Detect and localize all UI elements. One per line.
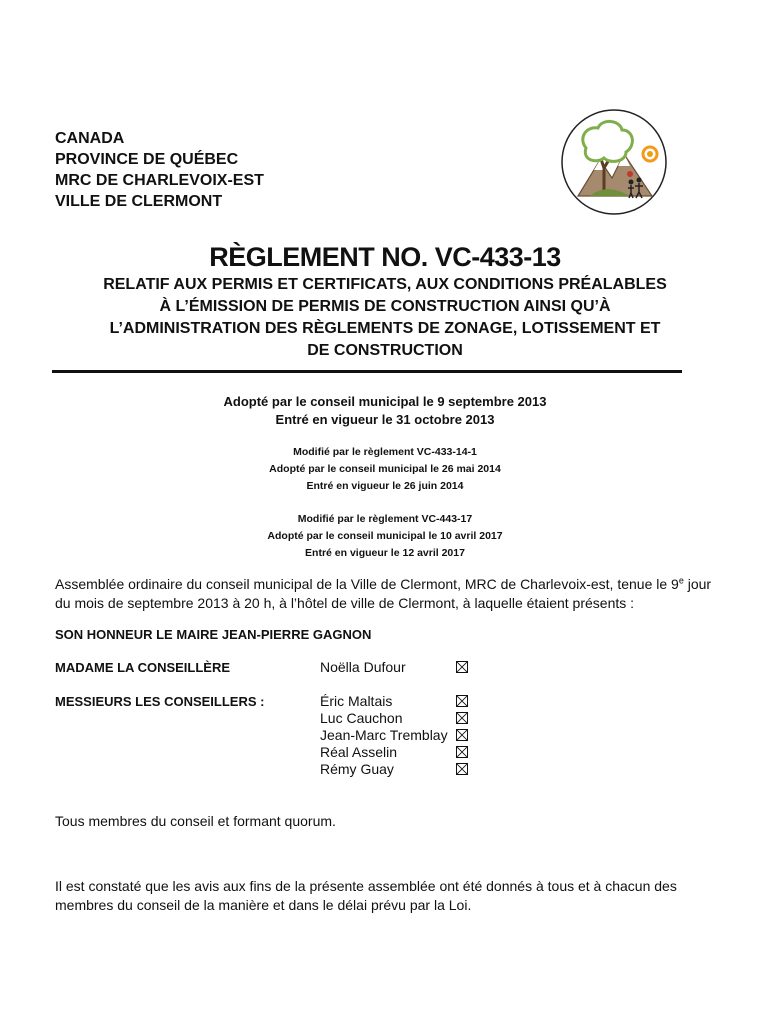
presence-checkbox[interactable] xyxy=(456,763,468,775)
quorum-statement: Tous membres du conseil et formant quorum. xyxy=(55,813,336,829)
councillor-names xyxy=(320,659,406,676)
councillor-name: Luc Cauchon xyxy=(320,710,403,726)
councillor-names xyxy=(320,693,448,778)
councillor-name: Noëlla Dufour xyxy=(320,659,406,675)
councillor-role-label: MESSIEURS LES CONSEILLERS : xyxy=(55,694,265,709)
mayor-line: SON HONNEUR LE MAIRE JEAN-PIERRE GAGNON xyxy=(55,627,372,642)
subtitle-line: RELATIF AUX PERMIS ET CERTIFICATS, AUX CONDITIONS PRÉALABLES xyxy=(103,276,667,293)
modification-in-force: Entré en vigueur le 12 avril 2017 xyxy=(305,547,465,559)
header-line-country: CANADA xyxy=(55,130,125,147)
councillor-name: Éric Maltais xyxy=(320,693,393,709)
assembly-text-cont: jour du mois de septembre 2013 à 20 h, à l’hôtel de ville de Clermont, à laquelle étaient présents : xyxy=(55,576,712,611)
clermont-seal-icon xyxy=(560,108,668,216)
subtitle-line: À L’ÉMISSION DE PERMIS DE CONSTRUCTION AINSI QU’À xyxy=(159,298,611,315)
presence-checkbox[interactable] xyxy=(456,661,468,673)
in-force-date: Entré en vigueur le 31 octobre 2013 xyxy=(275,412,495,427)
modification-in-force: Entré en vigueur le 26 juin 2014 xyxy=(306,480,464,492)
presence-checkbox[interactable] xyxy=(456,695,468,707)
presence-checkbox[interactable] xyxy=(456,746,468,758)
adoption-date: Adopté par le conseil municipal le 9 septembre 2013 xyxy=(223,394,547,409)
modification-adoption: Adopté par le conseil municipal le 10 avril 2017 xyxy=(267,530,503,542)
presence-checkbox[interactable] xyxy=(456,729,468,741)
jurisdiction-header xyxy=(55,128,264,212)
bylaw-subtitle xyxy=(80,274,690,362)
councillor-role-label: MADAME LA CONSEILLÈRE xyxy=(55,660,231,675)
modification-block xyxy=(0,444,770,495)
bylaw-title: RÈGLEMENT NO. VC-433-13 xyxy=(209,242,561,272)
header-line-mrc: MRC DE CHARLEVOIX-EST xyxy=(55,172,264,189)
subtitle-line: DE CONSTRUCTION xyxy=(307,342,463,359)
adoption-info xyxy=(0,393,770,429)
modification-adoption: Adopté par le conseil municipal le 26 mai 2014 xyxy=(269,463,501,475)
councillor-name: Réal Asselin xyxy=(320,744,398,760)
header-line-city: VILLE DE CLERMONT xyxy=(55,193,223,210)
assembly-paragraph xyxy=(55,575,725,613)
modification-reference: Modifié par le règlement VC-433-14-1 xyxy=(293,446,477,458)
modification-reference: Modifié par le règlement VC-443-17 xyxy=(297,513,473,525)
assembly-text: Assemblée ordinaire du conseil municipal de la Ville de Clermont, MRC de Charlevoix-est, tenue le 9 xyxy=(55,576,679,592)
councillor-name: Rémy Guay xyxy=(320,761,394,777)
subtitle-line: L’ADMINISTRATION DES RÈGLEMENTS DE ZONAGE, LOTISSEMENT ET xyxy=(109,320,661,337)
presence-checkbox[interactable] xyxy=(456,712,468,724)
ordinal-suffix: e xyxy=(678,575,684,586)
notice-statement: Il est constaté que les avis aux fins de la présente assemblée ont été donnés à tous et à chacun des membres du conseil de la manière et dans le délai prévu par la Loi. xyxy=(55,878,677,913)
title-divider xyxy=(52,370,682,373)
councillor-name: Jean-Marc Tremblay xyxy=(320,727,448,743)
header-line-province: PROVINCE DE QUÉBEC xyxy=(55,151,239,168)
modification-block xyxy=(0,511,770,562)
